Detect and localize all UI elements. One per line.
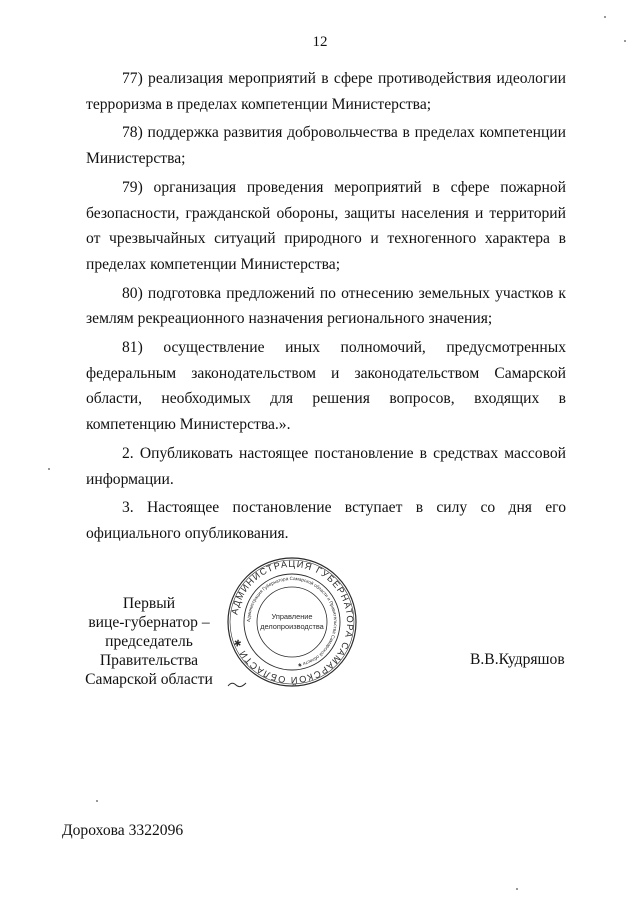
- svg-text:Администрация Губернатора Сама: Администрация Губернатора Самарской области и Правительства Самарской области ✱: [245, 575, 339, 668]
- scan-speck: [48, 468, 50, 470]
- signature-position-line: председатель Правительства: [99, 633, 199, 669]
- document-body: [86, 66, 566, 550]
- signature-position-line: Первый: [122, 595, 176, 612]
- paragraph-item-79: 79) организация проведения мероприятий в сфере пожарной безопасности, гражданской обороны, защиты населения и территорий от чрезвычайных ситуаций природного и техногенного характера в пределах компетенции Министерства;: [86, 178, 566, 273]
- paragraph-item-81: 81) осуществление иных полномочий, предусмотренных федеральным законодательством и законодательством Самарской области, необходимых для решения вопросов, входящих в компетенцию Министерства.».: [86, 339, 566, 434]
- svg-text:Управление: Управление: [271, 612, 313, 621]
- paragraph-publish: 2. Опубликовать настоящее постановление в средствах массовой информации.: [86, 444, 566, 488]
- svg-text:делопроизводства: делопроизводства: [260, 622, 324, 631]
- scan-speck: [604, 16, 606, 18]
- svg-text:АДМИНИСТРАЦИЯ ГУБЕРНАТОРА САМА: АДМИНИСТРАЦИЯ ГУБЕРНАТОРА САМАРСКОЙ ОБЛАСТИ ✱: [229, 558, 356, 686]
- handwritten-mark: [227, 680, 247, 688]
- executor-contact-note: Дорохова 3322096: [62, 822, 184, 839]
- signature-position-line: вице-губернатор –: [88, 614, 210, 631]
- scan-speck: [516, 888, 518, 890]
- scan-speck: [624, 40, 626, 42]
- paragraph-item-80: 80) подготовка предложений по отнесению земельных участков к землям рекреационного назначения регионального значения;: [86, 284, 566, 328]
- signature-position: [64, 594, 234, 689]
- scan-speck: [96, 800, 98, 802]
- paragraph-item-78: 78) поддержка развития добровольчества в пределах компетенции Министерства;: [86, 124, 566, 168]
- paragraph-item-77: 77) реализация мероприятий в сфере противодействия идеологии терроризма в пределах компетенции Министерства;: [86, 70, 566, 113]
- paragraph-effective-date: 3. Настоящее постановление вступает в силу со дня его официального опубликования.: [86, 499, 566, 542]
- official-seal-stamp: [226, 556, 358, 688]
- page-number: 12: [312, 34, 328, 50]
- signature-position-line: Самарской области: [85, 671, 213, 688]
- signer-name: В.В.Кудряшов: [470, 651, 565, 668]
